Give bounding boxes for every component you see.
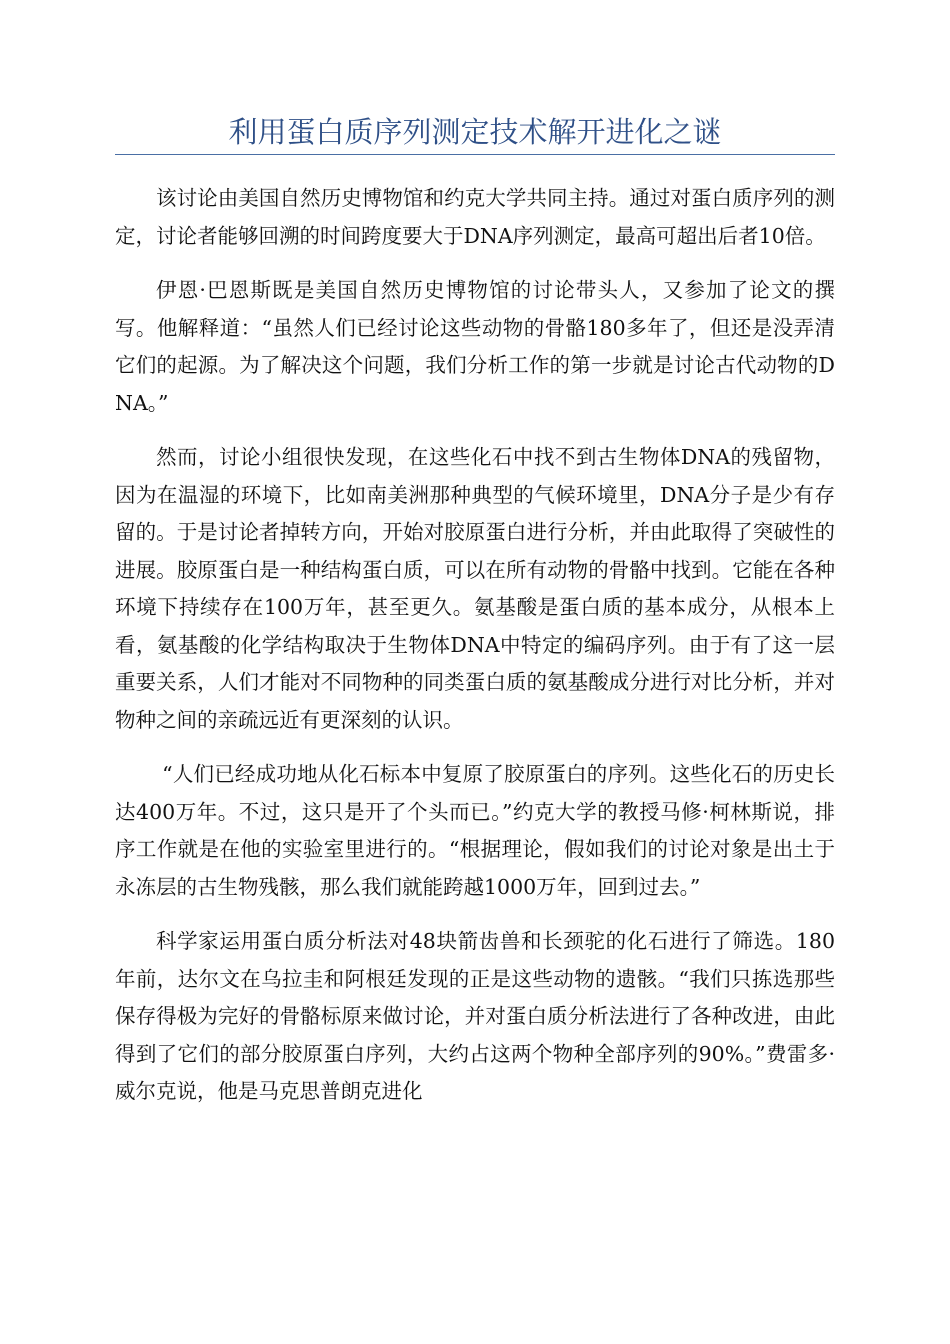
paragraph-2: 伊恩·巴恩斯既是美国自然历史博物馆的讨论带头人，又参加了论文的撰写。他解释道：“虽然人们已经讨论这些动物的骨骼180多年了，但还是没弄清它们的起源。为了解决这个问题，我们分析工作的第一步就是讨论古代动物的DNA。”	[115, 278, 835, 415]
paragraph-5: 科学家运用蛋白质分析法对48块箭齿兽和长颈驼的化石进行了筛选。180年前，达尔文在乌拉圭和阿根廷发现的正是这些动物的遗骸。“我们只拣选那些保存得极为完好的骨骼标原来做讨论，并对蛋白质分析法进行了各种改进，由此得到了它们的部分胶原蛋白序列，大约占这两个物种全部序列的90%。”费雷多·威尔克说，他是马克思普朗克进化	[115, 929, 835, 1103]
document-body	[115, 180, 835, 1128]
title-underline	[115, 154, 835, 155]
document-title: 利用蛋白质序列测定技术解开进化之谜	[228, 115, 722, 149]
paragraph-4: “人们已经成功地从化石标本中复原了胶原蛋白的序列。这些化石的历史长达400万年。不过，这只是开了个头而已。”约克大学的教授马修·柯林斯说，排序工作就是在他的实验室里进行的。“根据理论，假如我们的讨论对象是出土于永冻层的古生物残骸，那么我们就能跨越1000万年，回到过去。”	[115, 762, 835, 899]
paragraph-3: 然而，讨论小组很快发现，在这些化石中找不到古生物体DNA的残留物，因为在温湿的环境下，比如南美洲那种典型的气候环境里，DNA分子是少有存留的。于是讨论者掉转方向，开始对胶原蛋白进行分析，并由此取得了突破性的进展。胶原蛋白是一种结构蛋白质，可以在所有动物的骨骼中找到。它能在各种环境下持续存在100万年，甚至更久。氨基酸是蛋白质的基本成分，从根本上看，氨基酸的化学结构取决于生物体DNA中特定的编码序列。由于有了这一层重要关系，人们才能对不同物种的同类蛋白质的氨基酸成分进行对比分析，并对物种之间的亲疏远近有更深刻的认识。	[115, 445, 835, 732]
paragraph-1: 该讨论由美国自然历史博物馆和约克大学共同主持。通过对蛋白质序列的测定，讨论者能够回溯的时间跨度要大于DNA序列测定，最高可超出后者10倍。	[115, 186, 835, 248]
